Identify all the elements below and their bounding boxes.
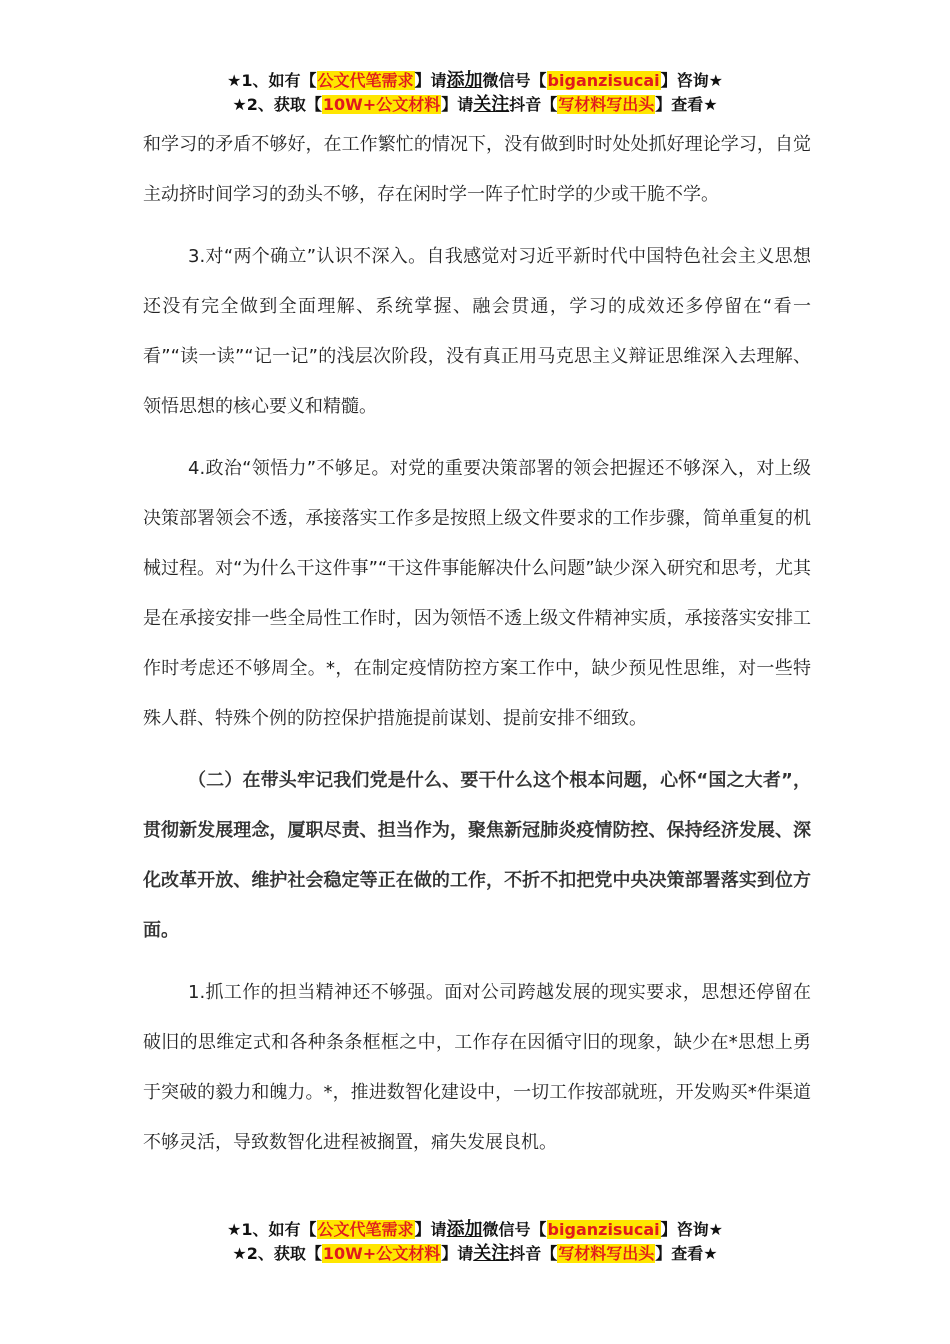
banner-text: 】查看★ xyxy=(655,95,718,114)
banner-line-1 xyxy=(0,69,950,93)
section-heading: （二）在带头牢记我们党是什么、要干什么这个根本问题，心怀“国之大者”，贯彻新发展理念，厦职尽责、担当作为，聚焦新冠肺炎疫情防控、保持经济发展、深化改革开放、维护社会稳定等正在做的工作，不折不扣把党中央决策部署落实到位方面。 xyxy=(143,770,811,941)
paragraph-responsibility: 1.抓工作的担当精神还不够强。面对公司跨越发展的现实要求，思想还停留在破旧的思维定式和各种条条框框之中，工作存在因循守旧的现象，缺少在*思想上勇于突破的毅力和魄力。*，推进数智化建设中，一切工作按部就班，开发购买*件渠道不够灵活，导致数智化进程被搁置，痛失发展良机。 xyxy=(143,982,811,1153)
highlight-materials: 10W+公文材料 xyxy=(322,95,441,114)
highlight-writing-service: 公文代笔需求 xyxy=(317,1220,414,1239)
paragraph-two-establishments: 3.对“两个确立”认识不深入。自我感觉对习近平新时代中国特色社会主义思想还没有完全做到全面理解、系统掌握、融会贯通，学习的成效还多停留在“看一看”“读一读”“记一记”的浅层次阶段，没有真正用马克思主义辩证思维深入去理解、领悟思想的核心要义和精髓。 xyxy=(143,246,811,417)
banner-text: 微信号【 xyxy=(482,1220,547,1239)
banner-line-2 xyxy=(0,1242,950,1266)
banner-text: 】咨询★ xyxy=(660,71,723,90)
banner-text: 】请 xyxy=(414,1220,447,1239)
banner-text: 】请 xyxy=(441,1244,474,1263)
underlined-text: 添加 xyxy=(446,1219,483,1240)
highlight-materials: 10W+公文材料 xyxy=(322,1244,441,1263)
highlight-douyin-account: 写材料写出头 xyxy=(558,1244,655,1263)
banner-text: 微信号【 xyxy=(482,71,547,90)
banner-text: ★2、获取【 xyxy=(232,1244,322,1263)
underlined-text: 关注 xyxy=(473,94,510,115)
banner-text: 】咨询★ xyxy=(660,1220,723,1239)
banner-text: 】请 xyxy=(441,95,474,114)
highlight-wechat-id: biganzisucai xyxy=(547,1220,660,1239)
banner-text: 抖音【 xyxy=(509,1244,558,1263)
banner-text: 】请 xyxy=(414,71,447,90)
paragraph-study-balance: 和学习的矛盾不够好，在工作繁忙的情况下，没有做到时时处处抓好理论学习，自觉主动挤时间学习的劲头不够，存在闲时学一阵子忙时学的少或干脆不学。 xyxy=(143,134,811,205)
highlight-writing-service: 公文代笔需求 xyxy=(317,71,414,90)
highlight-wechat-id: biganzisucai xyxy=(547,71,660,90)
banner-text: ★1、如有【 xyxy=(227,71,317,90)
document-body xyxy=(143,120,811,1168)
paragraph-political-understanding: 4.政治“领悟力”不够足。对党的重要决策部署的领会把握还不够深入，对上级决策部署领会不透，承接落实工作多是按照上级文件要求的工作步骤，简单重复的机械过程。对“为什么干这件事”“干这件事能解决什么问题”缺少深入研究和思考，尤其是在承接安排一些全局性工作时，因为领悟不透上级文件精神实质，承接落实安排工作时考虑还不够周全。*，在制定疫情防控方案工作中，缺少预见性思维，对一些特殊人群、特殊个例的防控保护措施提前谋划、提前安排不细致。 xyxy=(143,458,811,729)
header-banner xyxy=(0,69,950,117)
banner-text: 】查看★ xyxy=(655,1244,718,1263)
banner-text: 抖音【 xyxy=(509,95,558,114)
banner-line-1 xyxy=(0,1218,950,1242)
highlight-douyin-account: 写材料写出头 xyxy=(558,95,655,114)
underlined-text: 添加 xyxy=(446,70,483,91)
footer-banner xyxy=(0,1218,950,1266)
banner-text: ★1、如有【 xyxy=(227,1220,317,1239)
underlined-text: 关注 xyxy=(473,1243,510,1264)
banner-text: ★2、获取【 xyxy=(232,95,322,114)
banner-line-2 xyxy=(0,93,950,117)
